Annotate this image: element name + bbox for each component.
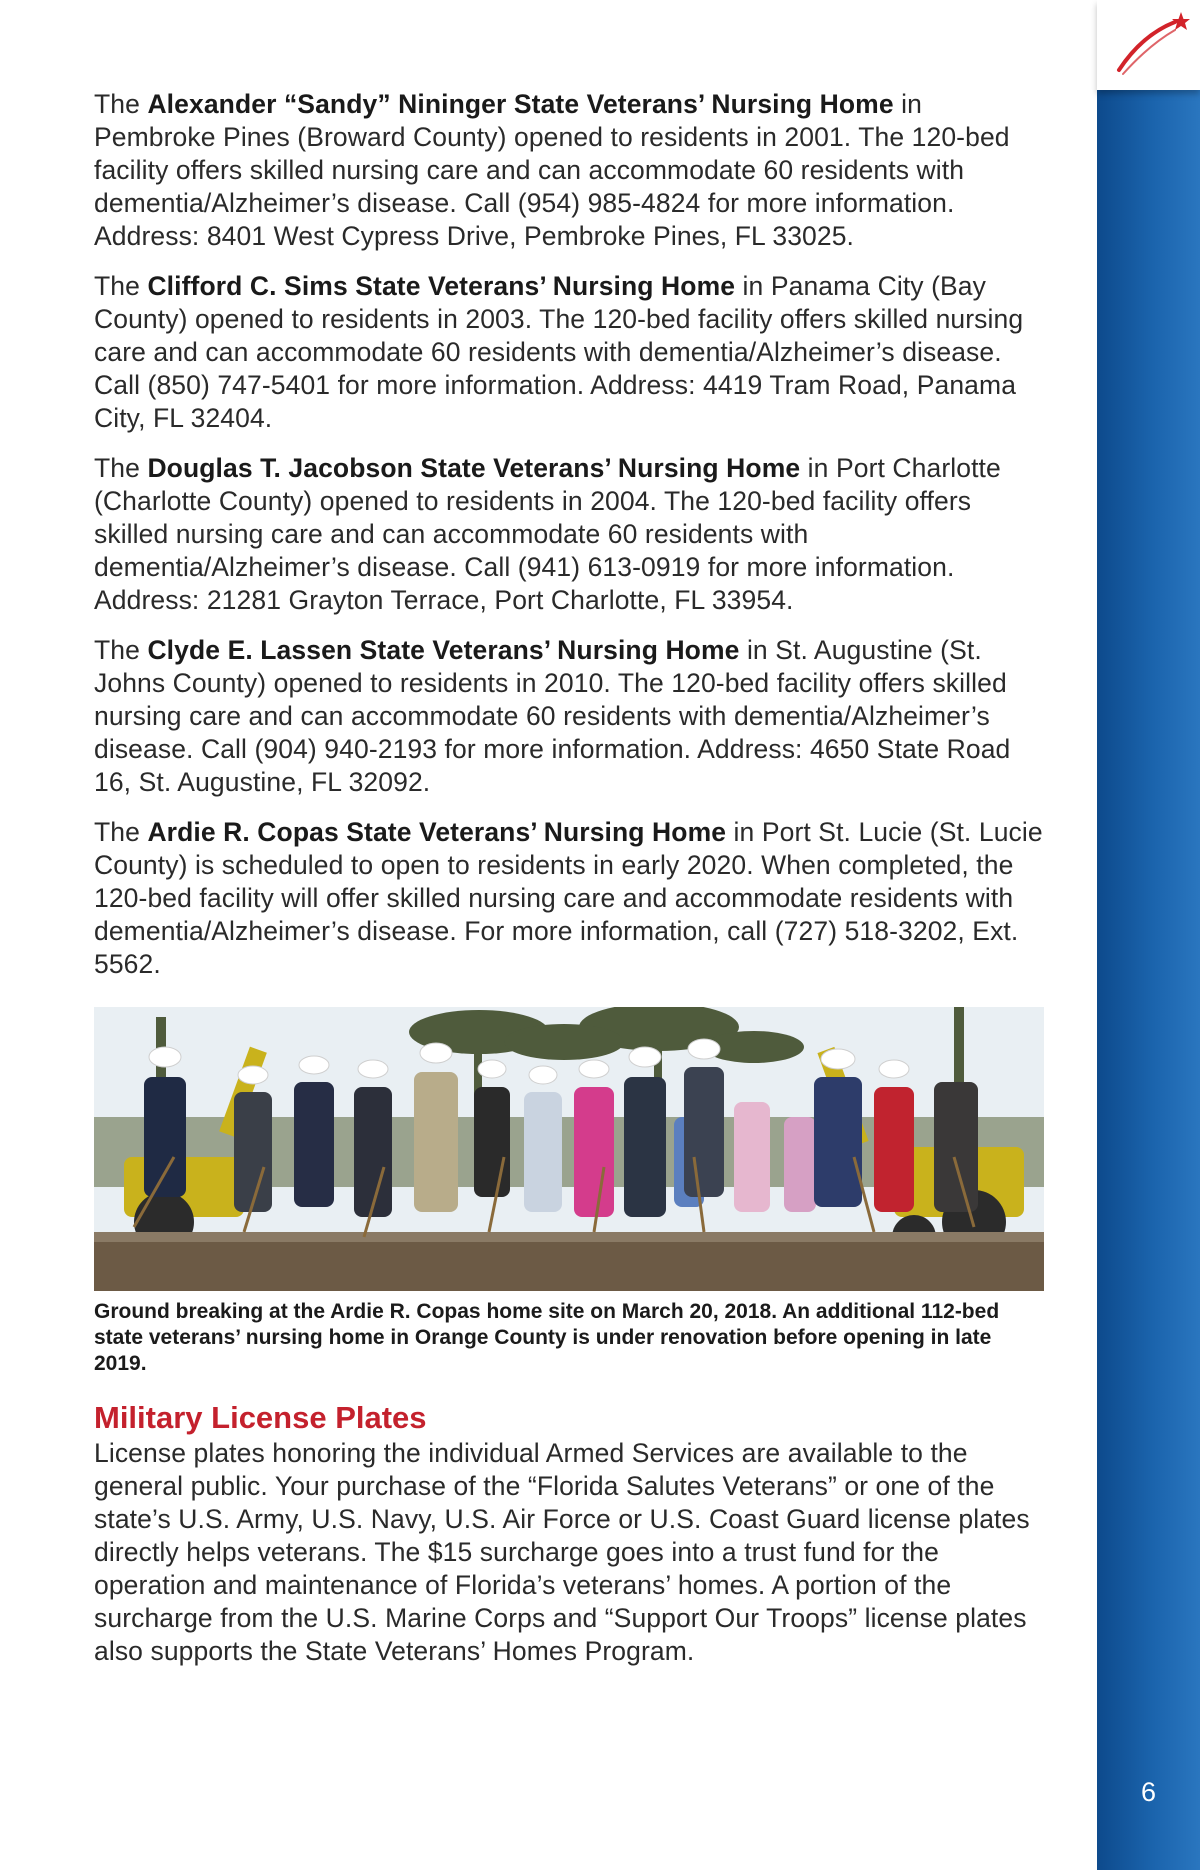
page-number: 6	[1140, 1777, 1157, 1807]
paragraph-text: in Port Charlotte (Charlotte County) opened to residents in 2004. The 120-bed facility offers skilled nursing care and can accommodate 60 residents with dementia/Alzheimer’s disease. Call (941) 613-0919 for more information. Address: 21281 Grayton Terrace, Port Charlotte, FL 33954.	[94, 453, 1001, 615]
paragraph-text: in Pembroke Pines (Broward County) opened to residents in 2001. The 120-bed facility offers skilled nursing care and can accommodate 60 residents with dementia/Alzheimer’s disease. Call (954) 985-4824 for more information. Address: 8401 West Cypress Drive, Pembroke Pines, FL 33025.	[94, 89, 1010, 251]
nursing-home-name: Clifford C. Sims State Veterans’ Nursing Home	[147, 271, 736, 301]
nursing-home-name: Ardie R. Copas State Veterans’ Nursing Home	[147, 817, 727, 847]
nursing-home-name: Clyde E. Lassen State Veterans’ Nursing Home	[147, 635, 740, 665]
nursing-home-name: Alexander “Sandy” Nininger State Veterans’ Nursing Home	[147, 89, 894, 119]
shooting-star-icon	[1097, 0, 1200, 90]
paragraph-prefix: The	[94, 635, 148, 665]
nursing-home-paragraph	[94, 452, 1044, 617]
nursing-home-paragraph	[94, 816, 1044, 981]
photo-caption: Ground breaking at the Ardie R. Copas home site on March 20, 2018. An additional 112-bed state veterans’ nursing home in Orange County is under renovation before opening in late 2019.	[94, 1300, 1000, 1375]
page-content	[94, 88, 1044, 1685]
nursing-home-paragraph	[94, 270, 1044, 435]
paragraph-text: in Panama City (Bay County) opened to residents in 2003. The 120-bed facility offers skilled nursing care and can accommodate 60 residents with dementia/Alzheimer’s disease. Call (850) 747-5401 for more information. Address: 4419 Tram Road, Panama City, FL 32404.	[94, 271, 1024, 433]
groundbreaking-photo-illustration	[94, 1007, 1044, 1291]
nursing-home-paragraph	[94, 88, 1044, 253]
paragraph-text: in St. Augustine (St. Johns County) opened to residents in 2010. The 120-bed facility offers skilled nursing care and can accommodate 60 residents with dementia/Alzheimer’s disease. Call (904) 940-2193 for more information. Address: 4650 State Road 16, St. Augustine, FL 32092.	[94, 635, 1011, 797]
paragraph-prefix: The	[94, 453, 148, 483]
section-body: License plates honoring the individual Armed Services are available to the general public. Your purchase of the “Florida Salutes Veterans” or one of the state’s U.S. Army, U.S. Navy, U.S. Air Force or U.S. Coast Guard license plates directly helps veterans. The $15 surcharge goes into a trust fund for the operation and maintenance of Florida’s veterans’ homes. A portion of the surcharge from the U.S. Marine Corps and “Support Our Troops” license plates also supports the State Veterans’ Homes Program.	[94, 1438, 1030, 1666]
nursing-home-name: Douglas T. Jacobson State Veterans’ Nursing Home	[147, 453, 801, 483]
paragraph-prefix: The	[94, 89, 148, 119]
nursing-home-paragraph	[94, 634, 1044, 799]
paragraph-prefix: The	[94, 817, 148, 847]
sidebar	[1097, 0, 1200, 1870]
section-heading: Military License Plates	[94, 1400, 427, 1435]
paragraph-text: in Port St. Lucie (St. Lucie County) is scheduled to open to residents in early 2020. When completed, the 120-bed facility will offer skilled nursing care and accommodate residents with dementia/Alzheimer’s disease. For more information, call (727) 518-3202, Ext. 5562.	[94, 817, 1043, 979]
paragraph-prefix: The	[94, 271, 148, 301]
sidebar-tab	[1097, 0, 1200, 90]
groundbreaking-photo	[94, 1007, 1044, 1291]
